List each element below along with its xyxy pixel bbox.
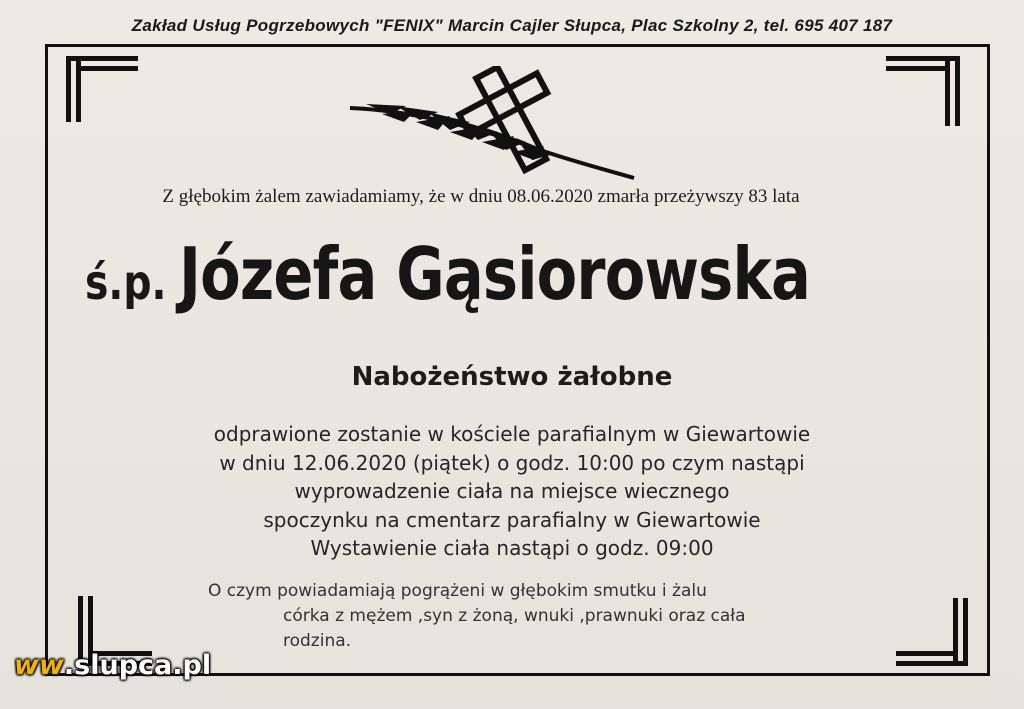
corner-ornament-icon (66, 56, 140, 122)
service-line: w dniu 12.06.2020 (piątek) o godz. 10:00 po czym nastąpi (219, 450, 805, 475)
service-line: spoczynku na cmentarz parafialny w Giewartowie (263, 507, 761, 532)
service-line: wyprowadzenie ciała na miejsce wiecznego (294, 479, 730, 503)
deceased-name: Józefa Gąsiorowska (178, 232, 810, 316)
memory-prefix: ś.p. (84, 255, 167, 311)
service-title: Nabożeństwo żałobne (351, 362, 673, 392)
mourners-line: córka z mężem ,syn z żoną, wnuki ,prawnuki oraz cała (283, 606, 746, 626)
corner-ornament-icon (886, 56, 960, 126)
watermark-logo: ww (14, 650, 64, 681)
mourners-text (208, 579, 848, 654)
service-line: Wystawienie ciała nastąpi o godz. 09:00 (310, 536, 714, 560)
site-watermark (14, 650, 211, 681)
mourners-line: rodzina. (283, 631, 352, 651)
deceased-name-row (0, 232, 1024, 316)
death-announcement-text: Z głębokim żalem zawiadamiamy, że w dniu 08.06.2020 zmarła przeżywszy 83 lata (162, 186, 800, 207)
cross-with-palm-icon (346, 66, 636, 182)
service-line: odprawione zostanie w kościele parafialnym w Giewartowie (213, 422, 811, 446)
funeral-home-header: Zakład Usług Pogrzebowych "FENIX" Marcin Cajler Słupca, Plac Szkolny 2, tel. 695 407 187 (131, 16, 893, 35)
corner-ornament-icon (896, 598, 968, 666)
watermark-domain: .slupca.pl (63, 650, 212, 681)
mourners-line: O czym powiadamiają pogrążeni w głębokim smutku i żalu (208, 581, 707, 601)
service-details (0, 420, 1024, 563)
